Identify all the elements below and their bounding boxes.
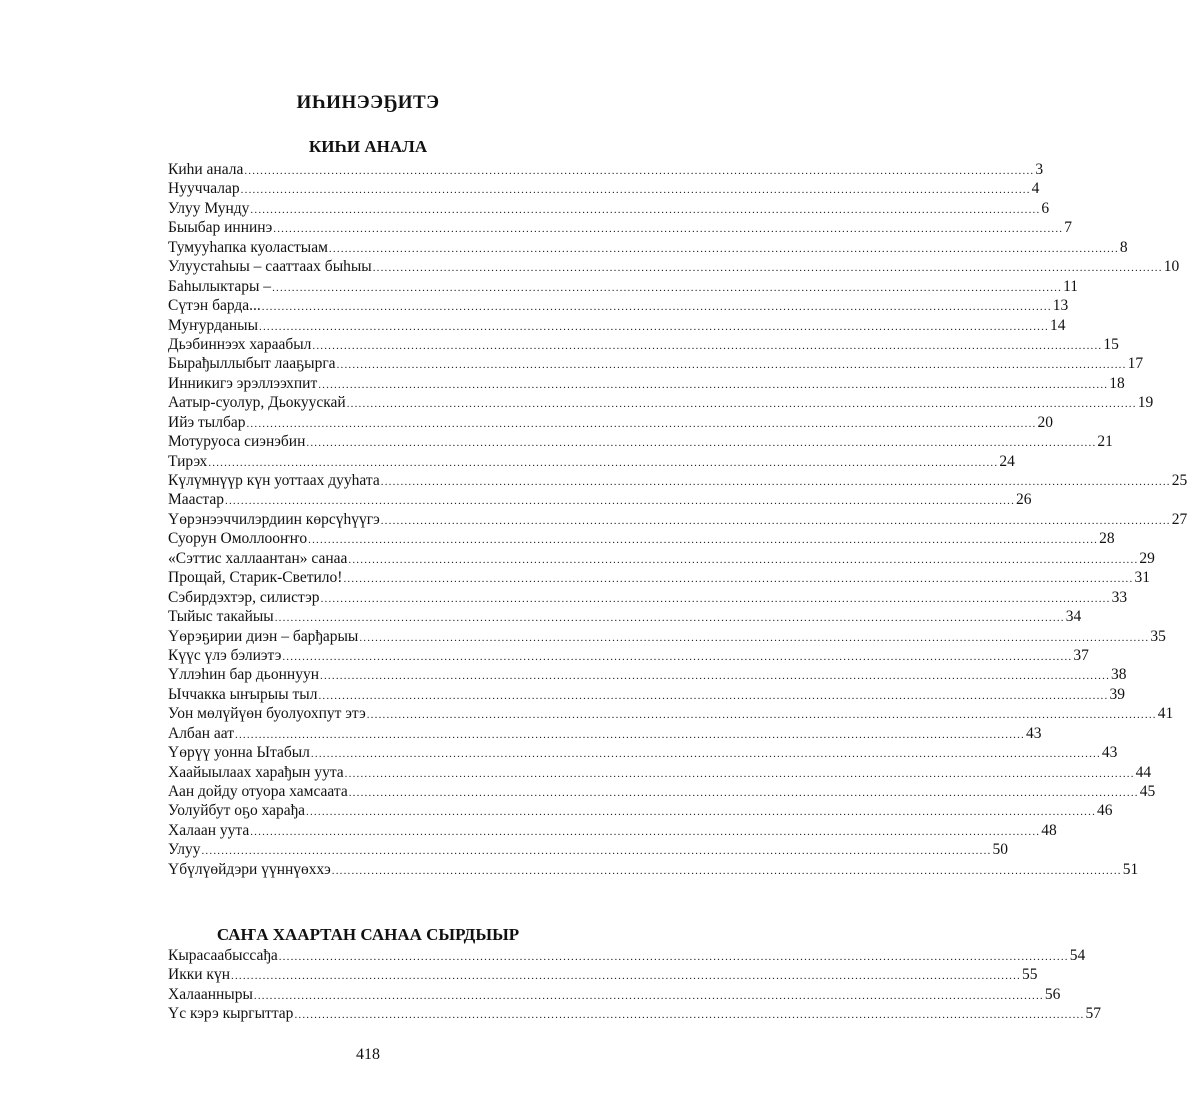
toc-entry [168, 238, 1128, 257]
toc-entry-page: 50 [992, 841, 1008, 859]
toc-entry-page: 45 [1139, 783, 1156, 800]
toc-entry-title: Сүтэн барда... [168, 297, 261, 315]
dot-leader: ........................................................................................................................................................................................................ [312, 339, 1103, 352]
dot-leader: ........................................................................................................................................................................................................ [246, 417, 1037, 430]
dot-leader: ........................................................................................................................................................................................................ [308, 534, 1099, 547]
dot-leader: ........................................................................................................................................................................................................ [250, 203, 1041, 216]
toc-entry-title: «Сэттис халлаантан» санаа [168, 549, 348, 567]
toc-entry-page: 7 [1064, 219, 1072, 237]
dot-leader: ........................................................................................................................................................................................................ [366, 709, 1157, 722]
dot-leader: ........................................................................................................................................................................................................ [208, 456, 999, 469]
dot-leader: ........................................................................................................................................................................................................ [380, 514, 1171, 527]
toc-entry [168, 946, 1086, 965]
toc-entry-title: Хаайыылаах харађын уута [168, 763, 344, 781]
toc-list [168, 946, 1101, 1024]
dot-leader: ........................................................................................................................................................................................................ [318, 689, 1109, 702]
toc-entry [168, 860, 1139, 879]
toc-entry-page: 10 [1163, 258, 1180, 276]
toc-entry [168, 199, 1050, 218]
toc-entry-title: Сэбирдэхтэр, силистэр [168, 588, 320, 606]
toc-entry [168, 985, 1061, 1004]
dot-leader: ........................................................................................................................................................................................................ [331, 864, 1122, 877]
toc-entry-page: 54 [1069, 947, 1086, 964]
toc-entry [168, 510, 1187, 529]
toc-entry [168, 257, 1180, 276]
dot-leader: ........................................................................................................................................................................................................ [346, 398, 1137, 411]
toc-entry [168, 218, 1072, 237]
toc-entry-title: Үөрүү уонна Ытабыл [168, 744, 310, 762]
dot-leader: ........................................................................................................................................................................................................ [244, 165, 1035, 177]
toc-entry [168, 763, 1152, 782]
toc-entry-title: Мотуруоса сиэнэбин [168, 433, 306, 451]
toc-entry-page: 27 [1171, 510, 1187, 528]
toc-entry-title: Дьэбиннээх хараабыл [168, 335, 312, 353]
dot-leader: ........................................................................................................................................................................................................ [343, 573, 1134, 586]
dot-leader: ........................................................................................................................................................................................................ [273, 223, 1064, 236]
toc-entry-title: Тумууһапка куоластыам [168, 238, 328, 256]
toc-entry-title: Икки күн [168, 966, 230, 984]
dot-leader: ........................................................................................................................................................................................................ [261, 301, 1052, 314]
section-title: КИҺИ АНАЛА [308, 137, 428, 156]
toc-entry [168, 296, 1069, 315]
dot-leader: ........................................................................................................................................................................................................ [231, 970, 1021, 983]
toc-entry-title: Халаанныры [168, 985, 253, 1003]
toc-entry [168, 179, 1040, 198]
dot-leader: ........................................................................................................................................................................................................ [328, 242, 1119, 255]
dot-leader: ........................................................................................................................................................................................................ [278, 951, 1069, 963]
toc-entry-page: 55 [1022, 966, 1038, 984]
toc-entry-page: 13 [1052, 297, 1069, 315]
dot-leader: ........................................................................................................................................................................................................ [310, 748, 1101, 761]
toc-entry [168, 160, 1044, 179]
toc-entry-title: Ийэ тылбар [168, 413, 246, 431]
toc-entry [168, 965, 1038, 984]
dot-leader: ........................................................................................................................................................................................................ [235, 728, 1025, 741]
toc-entry [168, 568, 1150, 587]
dot-leader: ........................................................................................................................................................................................................ [348, 787, 1139, 799]
dot-leader: ........................................................................................................................................................................................................ [318, 378, 1109, 391]
toc-entry-page: 14 [1050, 316, 1066, 334]
toc-entry-page: 39 [1109, 685, 1125, 703]
toc-entry-title: Халаан уута [168, 821, 250, 839]
toc-entry-page: 18 [1109, 374, 1125, 392]
toc-entry [168, 452, 1015, 471]
toc-entry-page: 37 [1073, 646, 1089, 664]
toc-entry-page: 48 [1041, 821, 1057, 839]
toc-entry-title: Муҥурданыы [168, 316, 258, 334]
toc-entry [168, 335, 1119, 354]
dot-leader: ........................................................................................................................................................................................................ [344, 767, 1135, 780]
toc-entry-page: 20 [1037, 413, 1053, 431]
toc-entry-page: 17 [1127, 355, 1144, 373]
toc-entry-page: 29 [1139, 549, 1155, 567]
toc-entry-page: 44 [1135, 763, 1152, 781]
dot-leader: ........................................................................................................................................................................................................ [282, 650, 1073, 663]
toc-entry-page: 11 [1063, 277, 1078, 295]
toc-entry-page: 56 [1044, 985, 1061, 1003]
toc-entry-title: Үөрэҕирии диэн – барђарыы [168, 627, 359, 645]
toc-entry [168, 685, 1125, 704]
toc-entry-title: Үбүлүөйдэри үүннүөххэ [168, 860, 331, 878]
toc-entry-title: Баһылыктары – [168, 277, 272, 295]
toc-entry-title: Албан аат [168, 724, 234, 742]
toc-entry-title: Күүс үлэ бэлиэтэ [168, 646, 282, 664]
toc-entry-page: 51 [1122, 860, 1139, 878]
toc-entry-title: Үллэһин бар дьоннуун [168, 666, 320, 684]
toc-entry-title: Аан дойду отуора хамсаата [168, 783, 348, 800]
toc-entry-title: Уолуйбут оҕо харађа [168, 802, 306, 820]
dot-leader: ........................................................................................................................................................................................................ [240, 184, 1031, 197]
toc-entry-title: Улуу Мунду [168, 199, 250, 217]
toc-entry [168, 801, 1113, 820]
dot-leader: ........................................................................................................................................................................................................ [253, 989, 1044, 1002]
toc-entry-page: 33 [1111, 588, 1128, 606]
dot-leader: ........................................................................................................................................................................................................ [259, 320, 1049, 333]
toc-entry-page: 31 [1134, 569, 1150, 587]
dot-leader: ........................................................................................................................................................................................................ [274, 612, 1065, 625]
toc-entry [168, 665, 1127, 684]
dot-leader: ........................................................................................................................................................................................................ [225, 495, 1016, 508]
toc-entry-page: 35 [1150, 627, 1166, 645]
toc-entry-title: Тыйыс такайыы [168, 608, 274, 626]
toc-entry-title: Быыбар иннинэ [168, 219, 273, 237]
toc-entry [168, 432, 1113, 451]
toc-entry-title: Нууччалар [168, 180, 240, 198]
toc-entry [168, 782, 1156, 801]
toc-entry [168, 1004, 1101, 1023]
toc-entry [168, 393, 1154, 412]
toc-entry-page: 38 [1111, 666, 1127, 684]
toc-entry-page: 57 [1085, 1005, 1101, 1023]
toc-entry [168, 471, 1187, 490]
dot-leader: ........................................................................................................................................................................................................ [372, 262, 1163, 275]
page-title: ИҺИНЭЭҔИТЭ [296, 92, 440, 113]
toc-entry-title: Маастар [168, 491, 225, 509]
toc-entry-title: Улуустаһыы – сааттаах быһыы [168, 258, 372, 276]
dot-leader: ........................................................................................................................................................................................................ [320, 670, 1111, 683]
dot-leader: ........................................................................................................................................................................................................ [250, 825, 1041, 838]
toc-entry [168, 277, 1078, 296]
toc-entry-title: Киһи анала [168, 161, 244, 178]
toc-list [168, 160, 1187, 879]
toc-entry [168, 413, 1053, 432]
dot-leader: ........................................................................................................................................................................................................ [201, 845, 992, 858]
toc-entry [168, 607, 1082, 626]
dot-leader: ........................................................................................................................................................................................................ [380, 476, 1171, 488]
toc-entry [168, 840, 1008, 859]
dot-leader: ........................................................................................................................................................................................................ [320, 592, 1111, 605]
toc-entry-page: 19 [1137, 394, 1154, 412]
toc-entry-title: Инникигэ эрэллээхпит [168, 374, 318, 392]
toc-entry [168, 549, 1155, 568]
toc-entry-title: Аатыр-суолур, Дьокуускай [168, 394, 346, 412]
toc-entry-page: 3 [1035, 161, 1044, 178]
toc-entry-title: Прощай, Старик-Светило! [168, 569, 343, 587]
toc-entry-page: 15 [1103, 335, 1119, 353]
toc-entry-page: 4 [1031, 180, 1040, 198]
toc-entry [168, 316, 1066, 335]
toc-entry-page: 24 [999, 452, 1015, 470]
dot-leader: ........................................................................................................................................................................................................ [348, 553, 1139, 566]
toc-entry-title: Ыччакка ыҥырыы тыл [168, 685, 318, 703]
toc-entry [168, 374, 1125, 393]
section-title: САҤА ХААРТАН САНАА СЫРДЫЫР [216, 925, 520, 944]
toc-entry-title: Тирэх [168, 452, 208, 470]
dot-leader: ........................................................................................................................................................................................................ [336, 359, 1127, 372]
toc-entry-page: 28 [1099, 530, 1115, 548]
toc-entry-title: Үөрэнээччилэрдиин көрсүһүүгэ [168, 510, 380, 528]
toc-entry [168, 646, 1089, 665]
dot-leader: ........................................................................................................................................................................................................ [294, 1009, 1085, 1022]
toc-entry [168, 704, 1174, 723]
toc-entry [168, 354, 1144, 373]
toc-entry [168, 490, 1032, 509]
toc-entry [168, 743, 1118, 762]
toc-entry-page: 25 [1171, 472, 1187, 489]
toc-entry-page: 41 [1157, 705, 1174, 723]
toc-entry-page: 34 [1065, 608, 1082, 626]
toc-entry-title: Кырасаабыссађа [168, 947, 278, 964]
toc-entry-title: Уон мөлүйүөн буолуохпут этэ [168, 705, 366, 723]
dot-leader: ........................................................................................................................................................................................................ [272, 281, 1063, 294]
toc-entry-page: 21 [1097, 433, 1113, 451]
dot-leader: ........................................................................................................................................................................................................ [306, 437, 1097, 450]
toc-entry-page: 6 [1041, 199, 1050, 217]
toc-entry-title: Суорун Омоллооҥҥо [168, 530, 308, 548]
toc-entry-title: Үс кэрэ кыргыттар [168, 1005, 294, 1023]
toc-entry [168, 529, 1115, 548]
toc-entry-page: 26 [1016, 491, 1032, 509]
toc-entry-title: Улуу [168, 841, 201, 859]
toc-entry [168, 627, 1166, 646]
toc-entry-page: 8 [1119, 238, 1128, 256]
toc-entry-page: 43 [1026, 724, 1042, 742]
toc-entry-title: Күлүмнүүр күн уоттаах дууһата [168, 472, 380, 489]
toc-entry [168, 588, 1128, 607]
toc-entry [168, 821, 1057, 840]
dot-leader: ........................................................................................................................................................................................................ [306, 806, 1097, 819]
toc-entry [168, 724, 1042, 743]
toc-entry-title: Бырађыллыбыт лааҕырга [168, 355, 336, 373]
toc-entry-page: 46 [1097, 802, 1113, 820]
toc-entry-page: 43 [1101, 744, 1118, 762]
page-number: 418 [356, 1046, 380, 1063]
dot-leader: ........................................................................................................................................................................................................ [359, 631, 1150, 644]
